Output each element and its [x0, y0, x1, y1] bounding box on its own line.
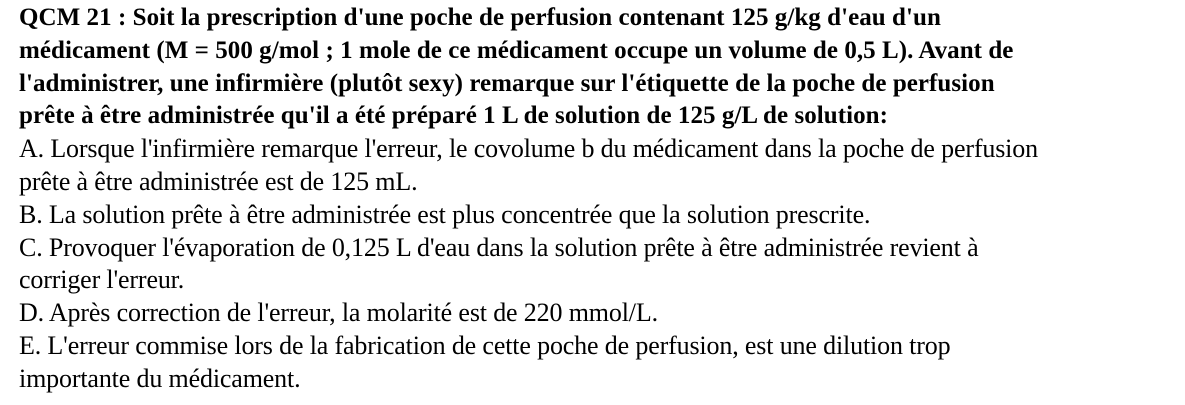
option-a-line: prête à être administrée est de 125 mL. [19, 166, 418, 196]
question-line: l'administrer, une infirmière (plutôt sexy) remarque sur l'étiquette de la poche de perfusion [19, 69, 995, 97]
option-e [19, 330, 1179, 396]
question-stem [19, 2, 1179, 133]
question-line: prête à être administrée qu'il a été préparé 1 L de solution de 125 g/L de solution: [19, 102, 888, 130]
option-d [19, 297, 1179, 330]
answer-options [19, 133, 1179, 395]
question-line: médicament (M = 500 g/mol ; 1 mole de ce médicament occupe un volume de 0,5 L). Avant de [19, 36, 1014, 64]
option-b-line: B. La solution prête à être administrée est plus concentrée que la solution prescrite. [19, 199, 871, 229]
qcm-document [19, 2, 1179, 396]
option-a-line: A. Lorsque l'infirmière remarque l'erreur, le covolume b du médicament dans la poche de perfusion [19, 134, 1038, 164]
option-c [19, 232, 1179, 298]
option-c-line: C. Provoquer l'évaporation de 0,125 L d'eau dans la solution prête à être administrée revient à [19, 232, 979, 262]
option-d-line: D. Après correction de l'erreur, la molarité est de 220 mmol/L. [19, 298, 658, 328]
option-a [19, 133, 1179, 199]
option-e-line: E. L'erreur commise lors de la fabrication de cette poche de perfusion, est une dilution trop [19, 330, 951, 360]
option-e-line: importante du médicament. [19, 363, 301, 393]
question-line: QCM 21 : Soit la prescription d'une poche de perfusion contenant 125 g/kg d'eau d'un [19, 4, 941, 31]
option-b [19, 199, 1179, 232]
option-c-line: corriger l'erreur. [19, 265, 185, 295]
